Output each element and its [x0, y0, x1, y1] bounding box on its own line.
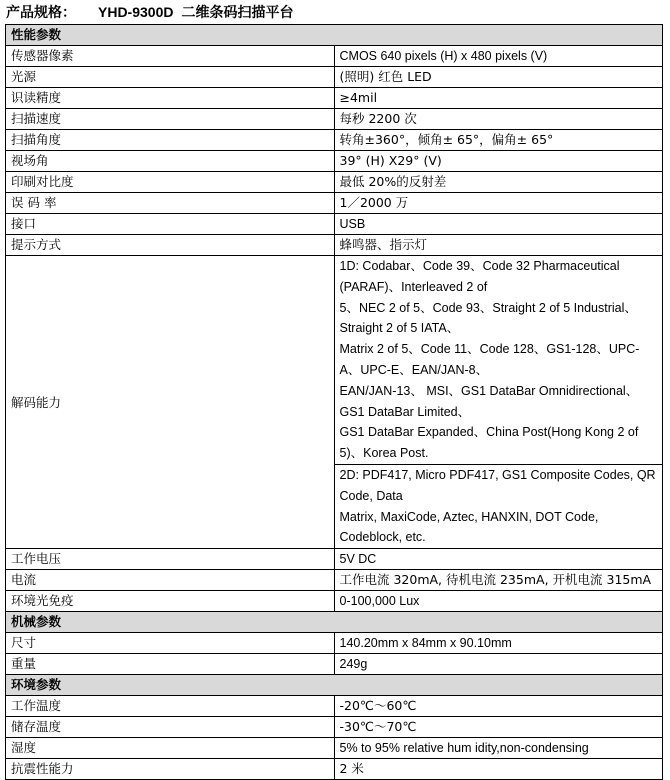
param-name: 尺寸 — [6, 633, 335, 654]
param-value: 转角±360°，倾角± 65°，偏角± 65° — [334, 130, 663, 151]
param-value: 最低 20%的反射差 — [334, 172, 663, 193]
decode-line: GS1 DataBar Expanded、China Post(Hong Kong 2 of 5)、Korea Post. — [339, 425, 639, 461]
decode-line: 1D: Codabar、Code 39、Code 32 Pharmaceutical (PARAF)、Interleaved 2 of — [339, 259, 620, 294]
model-number: YHD-9300D — [98, 4, 174, 20]
table-row — [6, 67, 663, 88]
document-title — [6, 0, 293, 24]
param-name: 环境光免疫 — [6, 591, 335, 612]
table-row — [6, 46, 663, 67]
param-name: 识读精度 — [6, 88, 335, 109]
param-name: 工作温度 — [6, 696, 335, 717]
table-row — [6, 696, 663, 717]
table-row — [6, 591, 663, 612]
table-row-decode-1d — [6, 256, 663, 465]
table-row — [6, 151, 663, 172]
table-row — [6, 717, 663, 738]
table-row — [6, 235, 663, 256]
decode-line: EAN/JAN-13、 MSI、GS1 DataBar Omnidirectional、GS1 DataBar Limited、 — [339, 383, 639, 419]
param-value: (照明) 红色 LED — [334, 67, 663, 88]
param-name: 提示方式 — [6, 235, 335, 256]
table-row — [6, 570, 663, 591]
section-title: 环境参数 — [6, 675, 663, 696]
table-row — [6, 633, 663, 654]
table-row — [6, 172, 663, 193]
param-name: 工作电压 — [6, 549, 335, 570]
decode-line: 2D: PDF417, Micro PDF417, GS1 Composite Codes, QR Code, Data — [339, 467, 656, 503]
param-value: 39° (H) X29° (V) — [334, 151, 663, 172]
param-name: 湿度 — [6, 738, 335, 759]
section-header — [6, 675, 663, 696]
param-value: 5% to 95% relative hum idity,non-condensing — [334, 738, 663, 759]
section-header — [6, 612, 663, 633]
decode-1d-list — [334, 256, 663, 465]
table-row — [6, 214, 663, 235]
decode-line: Matrix 2 of 5、Code 11、Code 128、GS1-128、UPC-A、UPC-E、EAN/JAN-8、 — [339, 342, 640, 377]
param-value: 工作电流 320mA, 待机电流 235mA, 开机电流 315mA — [334, 570, 663, 591]
table-row — [6, 109, 663, 130]
param-name: 电流 — [6, 570, 335, 591]
decode-line: 5、NEC 2 of 5、Code 93、Straight 2 of 5 Industrial、Straight 2 of 5 IATA、 — [339, 300, 637, 336]
param-value: CMOS 640 pixels (H) x 480 pixels (V) — [334, 46, 663, 67]
table-row — [6, 130, 663, 151]
param-value: 249g — [334, 654, 663, 675]
param-name: 储存温度 — [6, 717, 335, 738]
decode-2d-list — [334, 464, 663, 548]
param-name: 扫描角度 — [6, 130, 335, 151]
param-value: -30℃～70℃ — [334, 717, 663, 738]
param-value: 2 米 — [334, 759, 663, 780]
table-row — [6, 193, 663, 214]
section-header — [6, 25, 663, 46]
table-row — [6, 549, 663, 570]
param-value: 0-100,000 Lux — [334, 591, 663, 612]
param-name: 视场角 — [6, 151, 335, 172]
table-row — [6, 759, 663, 780]
table-row — [6, 654, 663, 675]
decode-line: Matrix, MaxiCode, Aztec, HANXIN, DOT Code, Codeblock, etc. — [339, 509, 599, 545]
param-name: 抗震性能力 — [6, 759, 335, 780]
param-name: 印刷对比度 — [6, 172, 335, 193]
param-name: 重量 — [6, 654, 335, 675]
table-row — [6, 88, 663, 109]
spec-table — [5, 24, 663, 780]
param-value: -20℃～60℃ — [334, 696, 663, 717]
param-value: 每秒 2200 次 — [334, 109, 663, 130]
param-name: 接口 — [6, 214, 335, 235]
param-name: 误 码 率 — [6, 193, 335, 214]
section-title: 机械参数 — [6, 612, 663, 633]
product-name: 二维条码扫描平台 — [181, 5, 294, 21]
param-name: 光源 — [6, 67, 335, 88]
param-value: 蜂鸣器、指示灯 — [334, 235, 663, 256]
spec-label: 产品规格： — [6, 5, 76, 21]
param-value: 5V DC — [334, 549, 663, 570]
table-row — [6, 738, 663, 759]
param-name: 扫描速度 — [6, 109, 335, 130]
param-value: USB — [334, 214, 663, 235]
param-value: 1／2000 万 — [334, 193, 663, 214]
param-value: ≥4mil — [334, 88, 663, 109]
param-name: 传感器像素 — [6, 46, 335, 67]
param-name: 解码能力 — [6, 256, 335, 549]
param-value: 140.20mm x 84mm x 90.10mm — [334, 633, 663, 654]
section-title: 性能参数 — [6, 25, 663, 46]
